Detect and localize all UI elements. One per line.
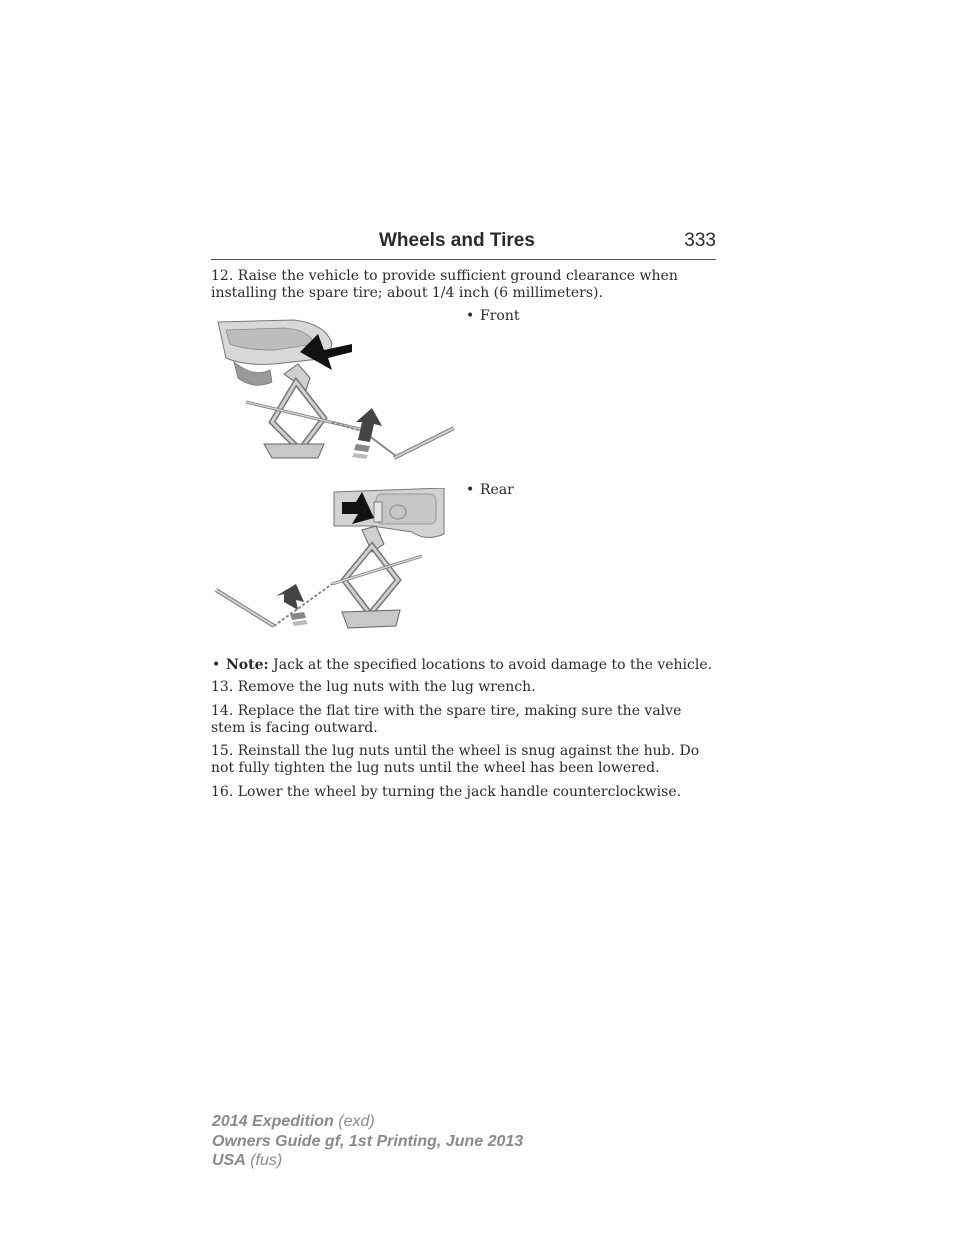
step-13: 13. Remove the lug nuts with the lug wrench. — [211, 679, 536, 695]
footer-model: 2014 Expedition — [212, 1113, 334, 1130]
page-number: 333 — [684, 230, 716, 251]
note-bullet — [212, 657, 716, 674]
step-14: 14. Replace the flat tire with the spare tire, making sure the valve stem is facing outward. — [211, 703, 682, 736]
page-header — [211, 228, 716, 260]
footer-region-code: (fus) — [245, 1152, 283, 1169]
footer-guide-line: Owners Guide gf, 1st Printing, June 2013 — [212, 1132, 524, 1150]
step-16: 16. Lower the wheel by turning the jack handle counterclockwise. — [211, 784, 682, 800]
note-label: Note: — [226, 657, 269, 673]
front-jack-illustration — [214, 318, 458, 466]
footer-model-code: (exd) — [333, 1113, 375, 1130]
step-15: 15. Reinstall the lug nuts until the wheel is snug against the hub. Do not fully tighten the lug nuts until the wheel has been lowered. — [211, 743, 700, 776]
footer-region: USA — [212, 1152, 246, 1169]
front-label: Front — [480, 308, 520, 324]
page-footer — [212, 1112, 523, 1171]
rear-bullet — [466, 482, 514, 499]
section-title: Wheels and Tires — [379, 230, 535, 251]
note-text: Jack at the specified locations to avoid damage to the vehicle. — [268, 657, 713, 673]
bullet-dot: • — [466, 482, 475, 498]
footer-region-line — [212, 1151, 523, 1171]
front-bullet — [466, 308, 519, 325]
rear-label: Rear — [480, 482, 514, 498]
bullet-dot: • — [466, 308, 475, 324]
step-12: 12. Raise the vehicle to provide sufficient ground clearance when installing the spare tire; about 1/4 inch (6 millimeters). — [211, 268, 678, 301]
rear-jack-illustration — [212, 488, 458, 634]
bullet-dot: • — [212, 657, 221, 673]
footer-model-line — [212, 1112, 523, 1132]
